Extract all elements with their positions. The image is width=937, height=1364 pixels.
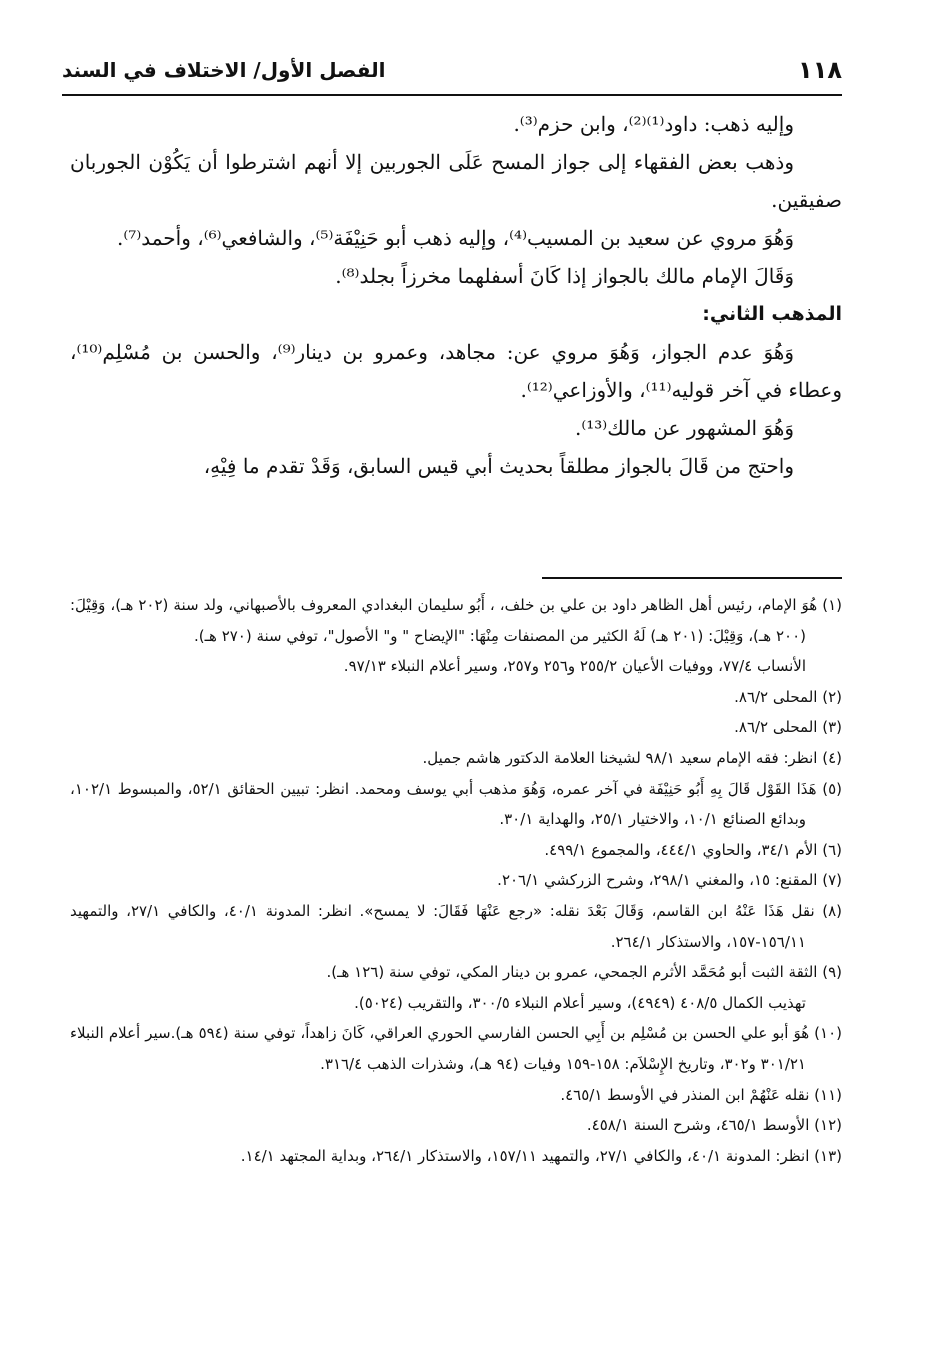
footnote: (٢) المحلى ٨٦/٢. bbox=[734, 687, 842, 706]
footnotes bbox=[70, 590, 842, 1171]
footnote: (٧) المقنع: ١٥، والمغني ٢٩٨/١، وشرح الزركشي ٢٠٦/١. bbox=[497, 871, 842, 890]
footnote: (٦) الأم ٣٤/١، والحاوي ٤٤٤/١، والمجموع ٤٩٩/١. bbox=[544, 840, 842, 859]
footnote: (٣) المحلى ٨٦/٢. bbox=[734, 718, 842, 737]
paragraph: وذهب بعض الفقهاء إلى جواز المسح عَلَى الجوربين إلا أنهم اشترطوا أن يَكُوْن الجوربان صفيقين. bbox=[70, 150, 842, 212]
paragraph: وَهُوَ المشهور عن مالك⁽¹³⁾. bbox=[574, 416, 794, 440]
paragraph: وإليه ذهب: داود⁽¹⁾⁽²⁾، وابن حزم⁽³⁾. bbox=[513, 112, 794, 136]
main-text bbox=[70, 105, 842, 485]
paragraph: واحتج من قَالَ بالجواز مطلقاً بحديث أبي قيس السابق، وَقَدْ تقدم ما فِيْهِ، bbox=[203, 454, 794, 478]
paragraph: وَهُوَ عدم الجواز، وَهُوَ مروي عن: مجاهد، وعمرو بن دينار⁽⁹⁾، والحسن بن مُسْلِم⁽¹⁰⁾، وعطاء في آخر قوليه⁽¹¹⁾، والأوزاعي⁽¹²⁾. bbox=[70, 340, 842, 402]
paragraph: وَهُوَ مروي عن سعيد بن المسيب⁽⁴⁾، وإليه ذهب أبو حَنِيْفَة⁽⁵⁾، والشافعي⁽⁶⁾، وأحمد⁽⁷⁾. bbox=[117, 226, 794, 250]
footnote: (١٣) انظر: المدونة ٤٠/١، والكافي ٢٧/١، والتمهيد ١٥٧/١١، والاستذكار ٢٦٤/١، وبداية المجتهد ١٤/١. bbox=[240, 1146, 842, 1165]
footnote-separator bbox=[542, 577, 842, 579]
paragraph: وَقَالَ الإمام مالك بالجواز إذا كَانَ أسفلهما مخرزاً بجلد⁽⁸⁾. bbox=[335, 264, 794, 288]
footnote-continuation: الأنساب ٧٧/٤، ووفيات الأعيان ٢٥٥/٢ و٢٥٦ و٢٥٧، وسير أعلام النبلاء ٩٧/١٣. bbox=[343, 657, 806, 676]
footnote: (٤) انظر: فقه الإمام سعيد ٩٨/١ لشيخنا العلامة الدكتور هاشم جميل. bbox=[422, 748, 842, 767]
footnote: (١) هُوَ الإمام، رئيس أهل الظاهر داود بن علي بن خلف، ، أَبُو سليمان البغدادي المعروف بالأصبهاني، ولد سنة (٢٠٢ هـ)، وَقِيْلَ: (٢٠٠ هـ)، وَقِيْلَ: (٢٠١ هـ) لَهُ الكثير من المصنفات مِنْهَا: "الإيضاح " و" الأصول"، توفي سنة (٢٧٠ هـ). bbox=[70, 596, 842, 645]
footnote: (٩) الثقة الثبت أبو مُحَمَّد الأثرم الجمحي، عمرو بن دينار المكي، توفي سنة (١٢٦ هـ). bbox=[326, 963, 842, 982]
page-number: ١١٨ bbox=[798, 56, 842, 84]
section-heading: المذهب الثاني: bbox=[702, 303, 842, 325]
footnote: (٨) نقل هَذَا عَنْهُ ابن القاسم، وَقَالَ بَعْدَ نقله: «رجع عَنْهَا فَقَالَ: لا يمسح». انظر: المدونة ٤٠/١، والكافي ٢٧/١، والتمهيد ١٥٦/١١-١٥٧، والاستذكار ٢٦٤/١. bbox=[70, 901, 843, 951]
footnote: (١١) نقله عَنْهُمْ ابن المنذر في الأوسط ٤٦٥/١. bbox=[560, 1085, 842, 1104]
footnote: (٥) هَذَا القَوْل قَالَ بِهِ أَبُو حَنِيْفَة في آخر عمره، وَهُوَ مذهب أبي يوسف ومحمد. انظر: تبيين الحقائق ٥٢/١، والمبسوط ١٠٢/١، وبدائع الصنائع ١٠/١، والاختيار ٢٥/١، والهداية ٣٠/١. bbox=[70, 779, 842, 829]
footnote: (١٢) الأوسط ٤٦٥/١، وشرح السنة ٤٥٨/١. bbox=[586, 1116, 842, 1135]
running-title: الفصل الأول/ الاختلاف في السند bbox=[62, 58, 386, 82]
footnote-continuation: تهذيب الكمال ٤٠٨/٥ (٤٩٤٩)، وسير أعلام النبلاء ٣٠٠/٥، والتقريب (٥٠٢٤). bbox=[354, 993, 806, 1012]
footnote: (١٠) هُوَ أبو علي الحسن بن مُسْلِم بن أَبِي الحسن الفارسي الحوري العراقي، كَانَ زاهداً، توفي سنة (٥٩٤ هـ).سير أعلام النبلاء ٣٠١/٢١ و٣٠٢، وتاريخ الإِسْلاَم: ١٥٨-١٥٩ وفيات (٩٤ هـ)، وشذرات الذهب ٣١٦/٤. bbox=[70, 1024, 843, 1073]
page-header bbox=[62, 52, 842, 96]
